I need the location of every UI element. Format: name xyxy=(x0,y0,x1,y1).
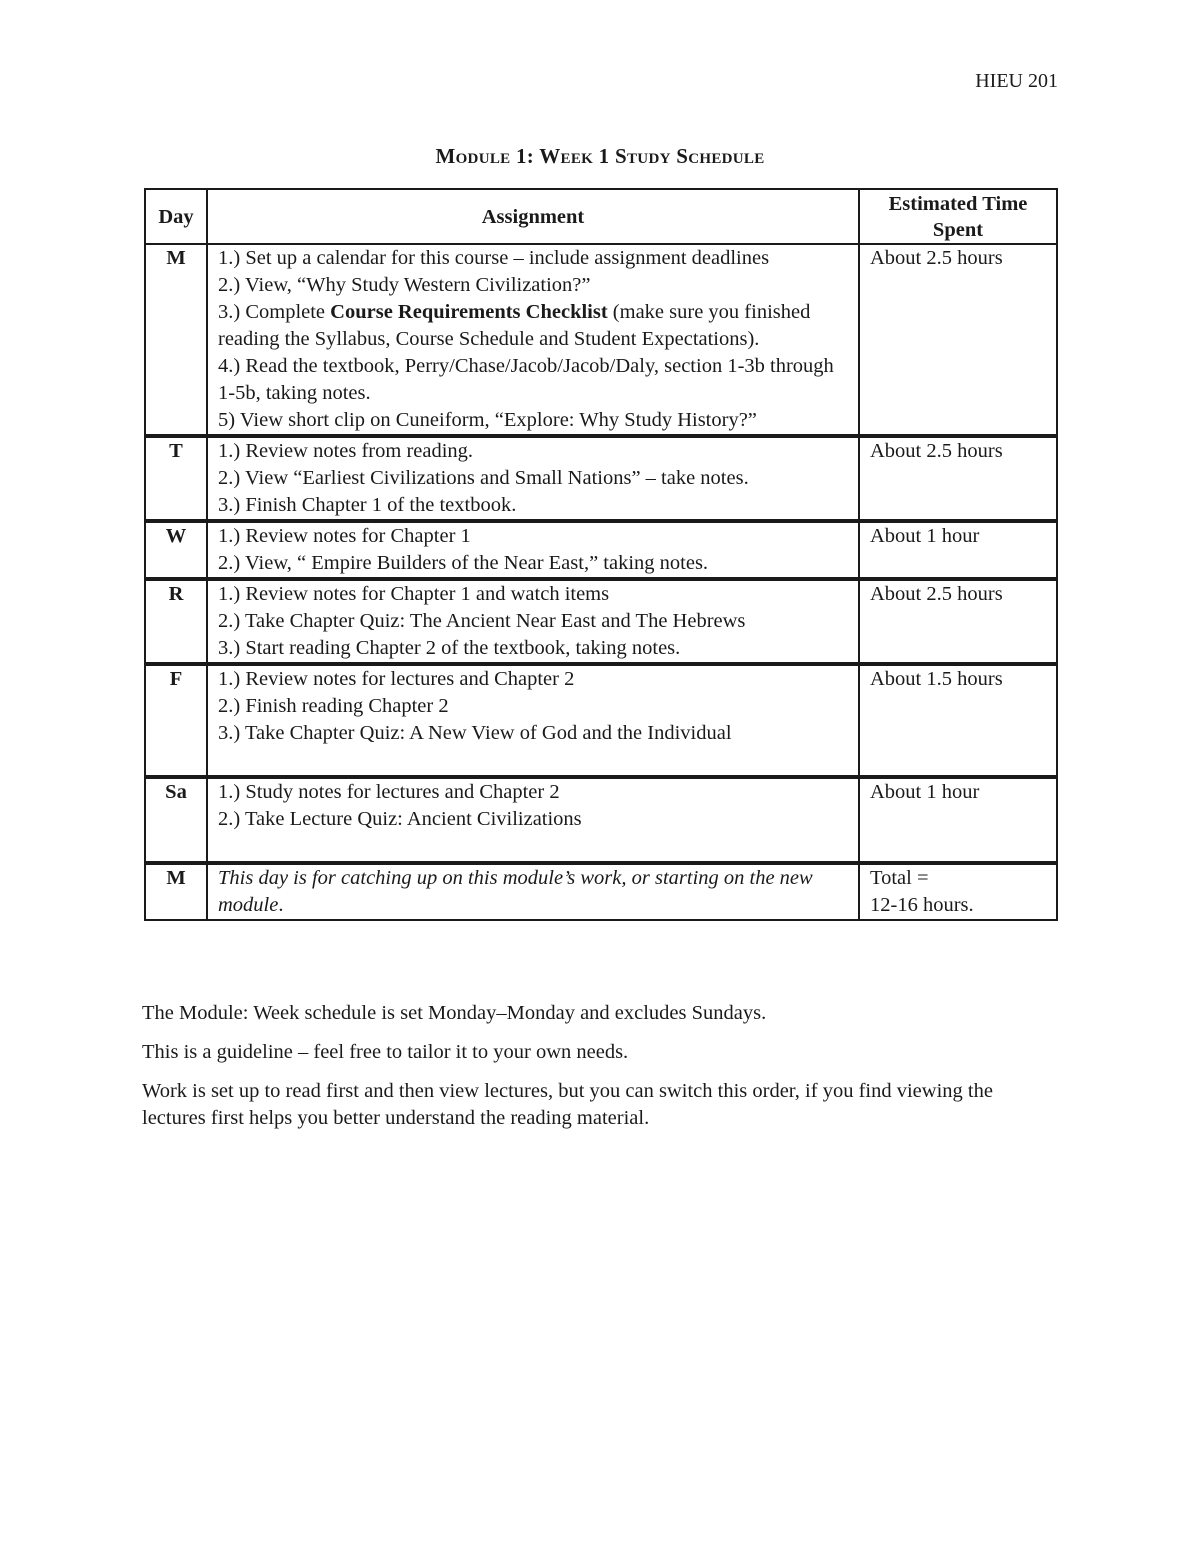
course-code: HIEU 201 xyxy=(975,70,1058,92)
list-item: 3.) Start reading Chapter 2 of the textbook, taking notes. xyxy=(218,637,681,659)
assignment-cell xyxy=(207,579,859,664)
time-cell: About 2.5 hours xyxy=(859,579,1057,664)
day-cell: W xyxy=(145,521,207,579)
table-row xyxy=(145,579,1057,664)
list-item: 2.) Finish reading Chapter 2 xyxy=(218,695,449,717)
note-paragraph: This is a guideline – feel free to tailor it to your own needs. xyxy=(142,1041,629,1063)
study-schedule-table xyxy=(144,188,1058,921)
total-label: Total = xyxy=(870,867,929,889)
schedule-notes xyxy=(142,1000,1042,1144)
list-item: 2.) View, “Why Study Western Civilization?” xyxy=(218,274,591,296)
checklist-link-text: Course Requirements Checklist xyxy=(330,301,608,323)
day-cell: M xyxy=(145,244,207,436)
assignment-cell xyxy=(207,664,859,777)
table-row xyxy=(145,777,1057,863)
time-cell: About 1 hour xyxy=(859,777,1057,863)
header-day: Day xyxy=(145,189,207,244)
time-cell: About 2.5 hours xyxy=(859,436,1057,521)
list-item: 1.) Review notes for Chapter 1 and watch items xyxy=(218,583,610,605)
list-item: 3.) Take Chapter Quiz: A New View of God and the Individual xyxy=(218,722,732,744)
list-item: 5) View short clip on Cuneiform, “Explore: Why Study History?” xyxy=(218,409,757,431)
header-estimated-time: Estimated Time Spent xyxy=(859,189,1057,244)
time-cell xyxy=(859,863,1057,920)
note-paragraph: The Module: Week schedule is set Monday–Monday and excludes Sundays. xyxy=(142,1002,767,1024)
list-item: This day is for catching up on this module’s work, or starting on the new module. xyxy=(218,867,813,916)
assignment-cell xyxy=(207,436,859,521)
table-row xyxy=(145,521,1057,579)
time-cell: About 1.5 hours xyxy=(859,664,1057,777)
day-cell: R xyxy=(145,579,207,664)
list-item: 1.) Review notes from reading. xyxy=(218,440,474,462)
list-item: 1.) Set up a calendar for this course – include assignment deadlines xyxy=(218,247,770,269)
page-title: Module 1: Week 1 Study Schedule xyxy=(435,144,765,168)
time-cell: About 2.5 hours xyxy=(859,244,1057,436)
list-item: 2.) Take Lecture Quiz: Ancient Civilizations xyxy=(218,808,582,830)
list-item: 2.) View, “ Empire Builders of the Near East,” taking notes. xyxy=(218,552,709,574)
table-row xyxy=(145,244,1057,436)
table-row xyxy=(145,863,1057,920)
day-cell: M xyxy=(145,863,207,920)
note-paragraph: Work is set up to read first and then view lectures, but you can switch this order, if you find viewing the lectures first helps you better understand the reading material. xyxy=(142,1080,993,1129)
table-header-row xyxy=(145,189,1057,244)
list-item: 1.) Study notes for lectures and Chapter 2 xyxy=(218,781,560,803)
assignment-cell xyxy=(207,521,859,579)
list-item: 4.) Read the textbook, Perry/Chase/Jacob/Jacob/Daly, section 1-3b through 1-5b, taking notes. xyxy=(218,355,834,404)
list-item: 3.) Complete Course Requirements Checklist (make sure you finished reading the Syllabus, Course Schedule and Student Expectations). xyxy=(218,301,811,350)
table-row xyxy=(145,664,1057,777)
day-cell: F xyxy=(145,664,207,777)
list-item: 1.) Review notes for lectures and Chapter 2 xyxy=(218,668,575,690)
total-value: 12-16 hours. xyxy=(870,894,974,916)
day-cell: Sa xyxy=(145,777,207,863)
header-assignment: Assignment xyxy=(207,189,859,244)
list-item: 1.) Review notes for Chapter 1 xyxy=(218,525,471,547)
list-item: 2.) Take Chapter Quiz: The Ancient Near East and The Hebrews xyxy=(218,610,746,632)
list-item: 3.) Finish Chapter 1 of the textbook. xyxy=(218,494,517,516)
list-item: 2.) View “Earliest Civilizations and Small Nations” – take notes. xyxy=(218,467,749,489)
table-row xyxy=(145,436,1057,521)
assignment-cell xyxy=(207,777,859,863)
time-cell: About 1 hour xyxy=(859,521,1057,579)
assignment-cell xyxy=(207,244,859,436)
day-cell: T xyxy=(145,436,207,521)
assignment-cell xyxy=(207,863,859,920)
